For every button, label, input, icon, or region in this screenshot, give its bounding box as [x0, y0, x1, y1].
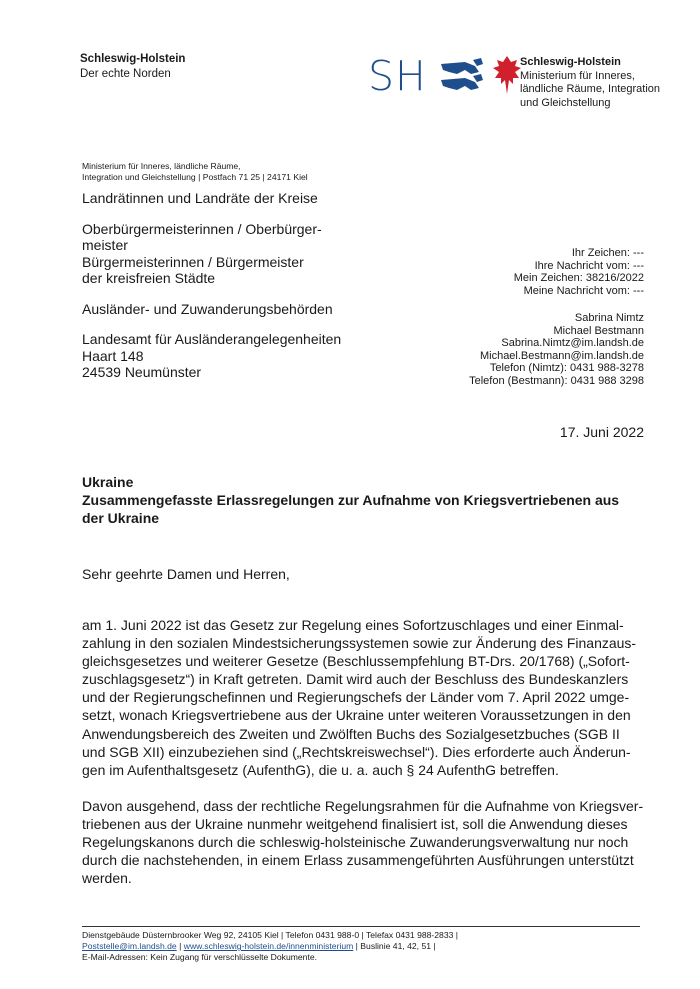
sh-mark: SH [368, 52, 427, 100]
ministry-state: Schleswig-Holstein [520, 56, 621, 68]
text-line: zahlung in den sozialen Mindestsicherungssystemen sowie zur Änderung des Finanzaus- [82, 635, 637, 652]
footer-address: Dienstgebäude Düsternbrooker Weg 92, 24105 Kiel | Telefon 0431 988-0 | Telefax 0431 988-2833 | [82, 930, 459, 940]
brand-left [80, 52, 185, 82]
subject-line: Zusammengefasste Erlassregelungen zur Aufnahme von Kriegsvertriebenen aus [82, 492, 620, 508]
text-line: werden. [82, 870, 132, 887]
recipient-group [82, 221, 341, 287]
text-line: Regelungskanons durch die schleswig-holsteinische Zuwanderungsverwaltung nur noch [82, 834, 629, 851]
ministry-line: Ministerium für Inneres, [520, 69, 635, 82]
text-line: zuschlagsgesetz“) in Kraft getreten. Damit wird auch der Beschluss des Bundeskanzlers [82, 671, 629, 688]
brand-slogan: Der echte Norden [80, 68, 171, 80]
footer-links [82, 941, 458, 952]
text-line: gen im Aufenthaltsgesetz (AufenthG), die u. a. auch § 24 AufenthG betreffen. [82, 761, 559, 778]
recipient-line: Landrätinnen und Landräte der Kreise [82, 190, 318, 206]
subject-line: Ukraine [82, 474, 134, 490]
recipient-line: Ausländer- und Zuwanderungsbehörden [82, 300, 333, 317]
footer-bus: | Buslinie 41, 42, 51 | [353, 941, 436, 951]
recipient-line: Haart 148 [82, 347, 144, 364]
sender-address [82, 161, 308, 183]
subject-line: der Ukraine [82, 510, 160, 526]
recipient-group [82, 331, 341, 381]
contact-phone: Telefon (Nimtz): 0431 988-3278 [489, 362, 644, 374]
footer-note: E-Mail-Adressen: Kein Zugang für verschlüsselte Dokumente. [82, 952, 318, 962]
recipient-group [82, 301, 341, 318]
sender-line: Integration und Gleichstellung | Postfach 71 25 | 24171 Kiel [82, 172, 308, 182]
contact-block [469, 312, 644, 387]
brand-right [520, 56, 660, 110]
recipient-line: 24539 Neumünster [82, 364, 202, 380]
recipient-block [82, 190, 341, 395]
ref-my-sign: Mein Zeichen: 38216/2022 [513, 272, 644, 284]
ref-your-message: Ihre Nachricht vom: --- [534, 259, 644, 272]
footer-web-link[interactable]: www.schleswig-holstein.de/innenministerium [183, 941, 354, 951]
recipient-group [82, 190, 341, 207]
text-line: Anwendungsbereich des Zweiten und Zwölften Buchs des Sozialgesetzbuches (SGB II [82, 725, 620, 742]
subject [82, 473, 662, 527]
contact-name: Michael Bestmann [553, 324, 644, 337]
recipient-line: meister [82, 237, 128, 253]
coat-of-arms-icon [435, 54, 531, 98]
ref-your-sign: Ihr Zeichen: --- [571, 247, 644, 259]
reference-block [514, 247, 644, 297]
text-line: und SGB XII) einzubeziehen sind („Rechtskreiswechsel“). Dies erforderte auch Änderun- [82, 743, 631, 760]
text-line: durch die nachstehenden, in einem Erlass zusammengeführten Ausführungen unterstützt [82, 852, 634, 869]
recipient-line: Bürgermeisterinnen / Bürgermeister [82, 253, 304, 270]
body-paragraph [82, 797, 643, 887]
ref-my-message: Meine Nachricht vom: --- [523, 284, 644, 297]
text-line: gleichsgesetzes und weiterer Gesetze (Beschlussempfehlung BT-Drs. 20/1768) („Sofort- [82, 653, 630, 670]
sender-line: Ministerium für Inneres, ländliche Räume, [82, 161, 241, 171]
body-paragraph [82, 616, 636, 779]
footer-email-link[interactable]: Poststelle@im.landsh.de [82, 941, 177, 951]
ministry-line: ländliche Räume, Integration [520, 83, 661, 95]
salutation: Sehr geehrte Damen und Herren, [82, 566, 290, 582]
contact-email[interactable]: Sabrina.Nimtz@im.landsh.de [501, 337, 644, 349]
recipient-line: Oberbürgermeisterinnen / Oberbürger- [82, 220, 322, 237]
recipient-line: Landesamt für Ausländerangelegenheiten [82, 331, 342, 347]
footer-separator: | [176, 941, 184, 951]
brand-state: Schleswig-Holstein [80, 53, 186, 65]
recipient-line: der kreisfreien Städte [82, 270, 216, 286]
footer-divider [82, 926, 640, 927]
text-line: triebenen aus der Ukraine nunmehr weitgehend finalisiert ist, soll die Anwendung dieses [82, 816, 628, 833]
contact-phone: Telefon (Bestmann): 0431 988 3298 [469, 374, 644, 387]
contact-email[interactable]: Michael.Bestmann@im.landsh.de [479, 349, 644, 362]
sh-logo [368, 52, 531, 100]
text-line: am 1. Juni 2022 ist das Gesetz zur Regelung eines Sofortzuschlages und einer Einmal- [82, 617, 624, 633]
text-line: Davon ausgehend, dass der rechtliche Regelungsrahmen für die Aufnahme von Kriegsver- [82, 798, 644, 814]
footer [82, 930, 458, 963]
contact-name: Sabrina Nimtz [574, 312, 644, 324]
ministry-line: und Gleichstellung [520, 96, 611, 109]
letter-date: 17. Juni 2022 [559, 424, 644, 440]
text-line: und der Regierungschefinnen und Regierungschefs der Länder vom 7. April 2022 umge- [82, 689, 630, 706]
text-line: setzt, wonach Kriegsvertriebene aus der Ukraine unter weiteren Voraussetzungen in den [82, 707, 631, 724]
